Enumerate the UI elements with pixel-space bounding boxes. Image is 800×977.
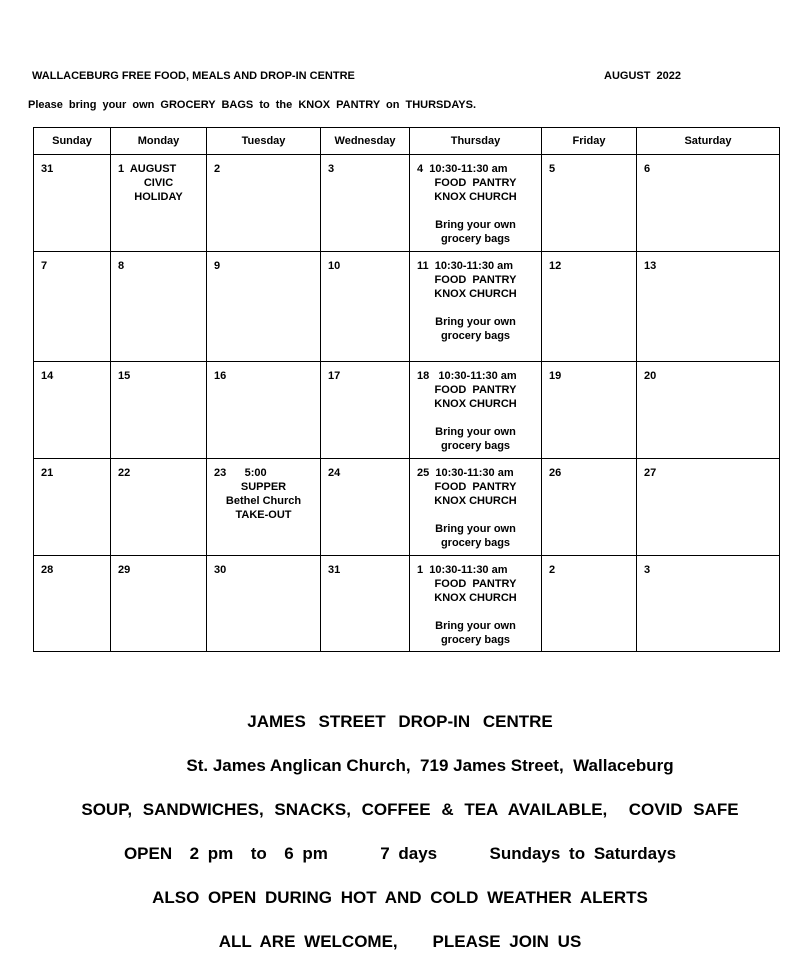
day-number: 7 bbox=[41, 260, 48, 272]
day-number: 28 bbox=[41, 564, 54, 576]
day-number: 31 bbox=[41, 163, 54, 175]
day-number: 10 bbox=[328, 260, 341, 272]
weekday-tuesday: Tuesday bbox=[207, 128, 321, 155]
day-cell bbox=[410, 362, 542, 459]
weekday-sunday: Sunday bbox=[34, 128, 111, 155]
supper-type: TAKE-OUT bbox=[235, 509, 292, 521]
day-cell bbox=[207, 155, 321, 252]
day-cell bbox=[542, 556, 637, 652]
weather-alert-note: ALSO OPEN DURING HOT AND COLD WEATHER ALERTS bbox=[152, 888, 648, 907]
day-cell bbox=[34, 362, 111, 459]
day-cell bbox=[111, 459, 207, 556]
day-number: 31 bbox=[328, 564, 341, 576]
supper-location: Bethel Church bbox=[225, 495, 302, 507]
day-cell bbox=[410, 459, 542, 556]
pantry-location: KNOX CHURCH bbox=[434, 495, 517, 507]
day-cell bbox=[321, 155, 410, 252]
pantry-location: KNOX CHURCH bbox=[434, 592, 517, 604]
day-cell bbox=[111, 252, 207, 362]
day-number: 3 bbox=[328, 163, 335, 175]
day-cell bbox=[542, 362, 637, 459]
month-label: AUGUST 2022 bbox=[604, 70, 682, 82]
day-cell bbox=[542, 459, 637, 556]
dropin-offerings: SOUP, SANDWICHES, SNACKS, COFFEE & TEA AVAILABLE, COVID SAFE bbox=[81, 800, 739, 819]
holiday-label: CIVIC bbox=[143, 177, 174, 189]
day-number: 21 bbox=[41, 467, 54, 479]
day-cell bbox=[410, 155, 542, 252]
day-number: 5 bbox=[549, 163, 556, 175]
day-number: 15 bbox=[118, 370, 131, 382]
pantry-label: FOOD PANTRY bbox=[434, 274, 517, 286]
day-cell bbox=[207, 459, 321, 556]
dropin-hours: OPEN 2 pm to 6 pm 7 days Sundays to Saturdays bbox=[123, 844, 677, 863]
week-row bbox=[34, 155, 780, 252]
day-number: 6 bbox=[644, 163, 651, 175]
bag-reminder: grocery bags bbox=[440, 440, 511, 452]
day-number: 16 bbox=[214, 370, 227, 382]
day-cell bbox=[34, 252, 111, 362]
pantry-location: KNOX CHURCH bbox=[434, 398, 517, 410]
week-row bbox=[34, 459, 780, 556]
day-number: 22 bbox=[118, 467, 131, 479]
week-row bbox=[34, 362, 780, 459]
day-cell bbox=[542, 252, 637, 362]
bag-reminder: Bring your own bbox=[435, 219, 516, 231]
day-number: 2 bbox=[214, 163, 221, 175]
day-cell bbox=[637, 459, 780, 556]
day-number: 26 bbox=[549, 467, 562, 479]
pantry-label: FOOD PANTRY bbox=[434, 578, 517, 590]
day-number: 29 bbox=[118, 564, 131, 576]
day-number: 2 bbox=[549, 564, 556, 576]
bag-reminder: grocery bags bbox=[440, 634, 511, 646]
dropin-address: St. James Anglican Church, 719 James Street, Wallaceburg bbox=[186, 756, 674, 775]
pantry-time: 11 10:30-11:30 am bbox=[417, 260, 514, 272]
day-number: 8 bbox=[118, 260, 125, 272]
day-cell bbox=[410, 556, 542, 652]
day-cell bbox=[34, 556, 111, 652]
day-cell bbox=[321, 556, 410, 652]
day-number: 27 bbox=[644, 467, 657, 479]
day-number: 14 bbox=[41, 370, 54, 382]
day-cell bbox=[207, 362, 321, 459]
day-cell bbox=[637, 556, 780, 652]
weekday-thursday: Thursday bbox=[410, 128, 542, 155]
day-number: 19 bbox=[549, 370, 562, 382]
day-cell bbox=[637, 362, 780, 459]
day-number: 1 AUGUST bbox=[118, 163, 177, 175]
day-cell bbox=[321, 362, 410, 459]
weekday-header-row bbox=[34, 128, 780, 155]
bag-reminder: Bring your own bbox=[435, 426, 516, 438]
pantry-time: 18 10:30-11:30 am bbox=[417, 370, 517, 382]
supper-time: 23 5:00 bbox=[214, 467, 267, 479]
pantry-label: FOOD PANTRY bbox=[434, 177, 517, 189]
week-row bbox=[34, 252, 780, 362]
day-cell bbox=[111, 155, 207, 252]
day-cell bbox=[321, 459, 410, 556]
pantry-time: 25 10:30-11:30 am bbox=[417, 467, 514, 479]
day-number: 20 bbox=[644, 370, 657, 382]
pantry-location: KNOX CHURCH bbox=[434, 191, 517, 203]
holiday-label: HOLIDAY bbox=[134, 191, 183, 203]
day-cell bbox=[637, 155, 780, 252]
bag-reminder: grocery bags bbox=[440, 233, 511, 245]
pantry-label: FOOD PANTRY bbox=[434, 481, 517, 493]
day-cell bbox=[34, 459, 111, 556]
grocery-bag-notice: Please bring your own GROCERY BAGS to the KNOX PANTRY on THURSDAYS. bbox=[28, 99, 476, 111]
day-cell bbox=[321, 252, 410, 362]
day-number: 13 bbox=[644, 260, 657, 272]
weekday-saturday: Saturday bbox=[637, 128, 780, 155]
calendar-table bbox=[33, 127, 780, 652]
day-number: 24 bbox=[328, 467, 341, 479]
day-cell bbox=[637, 252, 780, 362]
day-cell bbox=[207, 556, 321, 652]
day-number: 30 bbox=[214, 564, 227, 576]
weekday-wednesday: Wednesday bbox=[321, 128, 410, 155]
day-cell bbox=[111, 556, 207, 652]
pantry-time: 1 10:30-11:30 am bbox=[417, 564, 508, 576]
bag-reminder: Bring your own bbox=[435, 523, 516, 535]
pantry-time: 4 10:30-11:30 am bbox=[417, 163, 508, 175]
bag-reminder: Bring your own bbox=[435, 316, 516, 328]
pantry-location: KNOX CHURCH bbox=[434, 288, 517, 300]
day-cell bbox=[34, 155, 111, 252]
dropin-title: JAMES STREET DROP-IN CENTRE bbox=[247, 712, 553, 731]
day-cell bbox=[542, 155, 637, 252]
weekday-friday: Friday bbox=[542, 128, 637, 155]
org-title: WALLACEBURG FREE FOOD, MEALS AND DROP-IN CENTRE bbox=[32, 70, 355, 82]
day-number: 17 bbox=[328, 370, 341, 382]
bag-reminder: Bring your own bbox=[435, 620, 516, 632]
bag-reminder: grocery bags bbox=[440, 537, 511, 549]
pantry-label: FOOD PANTRY bbox=[434, 384, 517, 396]
day-cell bbox=[111, 362, 207, 459]
day-number: 9 bbox=[214, 260, 221, 272]
supper-label: SUPPER bbox=[240, 481, 287, 493]
day-cell bbox=[207, 252, 321, 362]
week-row bbox=[34, 556, 780, 652]
welcome-note: ALL ARE WELCOME, PLEASE JOIN US bbox=[218, 932, 582, 951]
weekday-monday: Monday bbox=[111, 128, 207, 155]
day-number: 12 bbox=[549, 260, 562, 272]
day-cell bbox=[410, 252, 542, 362]
bag-reminder: grocery bags bbox=[440, 330, 511, 342]
day-number: 3 bbox=[644, 564, 651, 576]
